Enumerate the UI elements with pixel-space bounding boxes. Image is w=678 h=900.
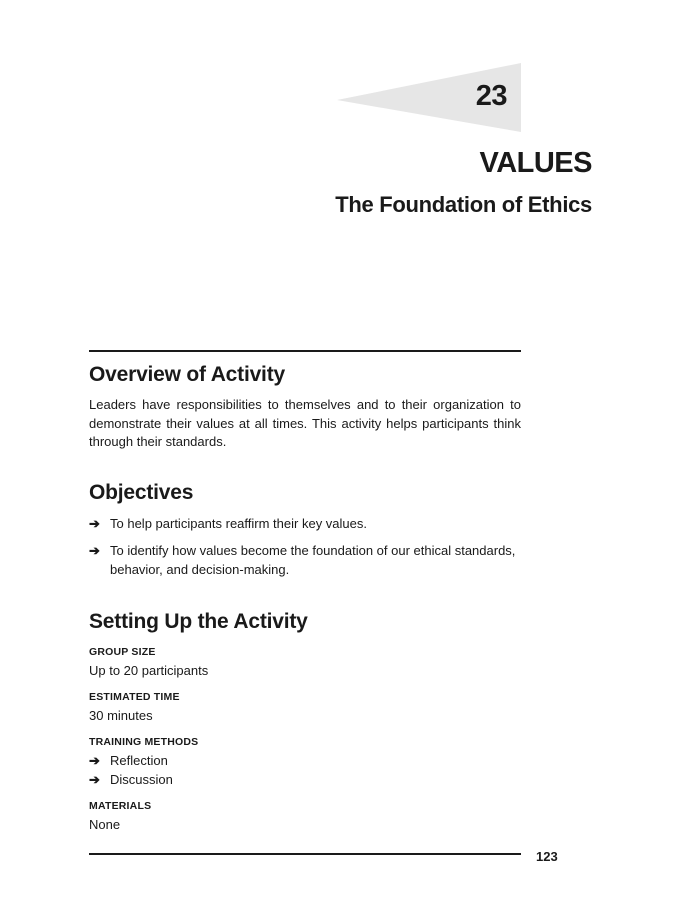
training-methods-label: TRAINING METHODS — [89, 735, 199, 748]
training-methods-list — [89, 751, 521, 789]
arrow-right-icon: ➔ — [89, 515, 100, 531]
setup-heading: Setting Up the Activity — [89, 609, 308, 633]
main-content — [89, 360, 521, 834]
chapter-tab — [337, 63, 521, 132]
training-method-text: Reflection — [110, 752, 168, 768]
objective-text: To identify how values become the foundation of our ethical standards, behavior, and decision-making. — [110, 542, 516, 577]
chapter-number: 23 — [475, 80, 507, 112]
group-size-label: GROUP SIZE — [89, 645, 156, 658]
group-size-value: Up to 20 participants — [89, 662, 209, 678]
bottom-divider — [89, 853, 521, 855]
top-divider — [89, 350, 521, 352]
training-method-item — [89, 751, 521, 770]
materials-label: MATERIALS — [89, 799, 152, 812]
chapter-subtitle: The Foundation of Ethics — [335, 192, 592, 217]
page-number: 123 — [536, 849, 558, 864]
objective-text: To help participants reaffirm their key values. — [110, 515, 367, 531]
objectives-heading: Objectives — [89, 480, 194, 504]
estimated-time-label: ESTIMATED TIME — [89, 690, 180, 703]
objective-item — [89, 514, 521, 533]
arrow-right-icon: ➔ — [89, 752, 100, 768]
training-method-item — [89, 770, 521, 789]
materials-value: None — [89, 816, 121, 832]
overview-heading: Overview of Activity — [89, 363, 285, 386]
arrow-right-icon: ➔ — [89, 771, 100, 787]
arrow-right-icon: ➔ — [89, 542, 100, 558]
estimated-time-value: 30 minutes — [89, 707, 153, 723]
training-method-text: Discussion — [110, 771, 173, 787]
objective-item — [89, 541, 521, 579]
chapter-title: VALUES — [479, 147, 592, 179]
objectives-list — [89, 514, 521, 579]
overview-text: Leaders have responsibilities to themselves and to their organization to demonstrate their values at all times. This activity helps participants think through their standards. — [89, 397, 521, 449]
